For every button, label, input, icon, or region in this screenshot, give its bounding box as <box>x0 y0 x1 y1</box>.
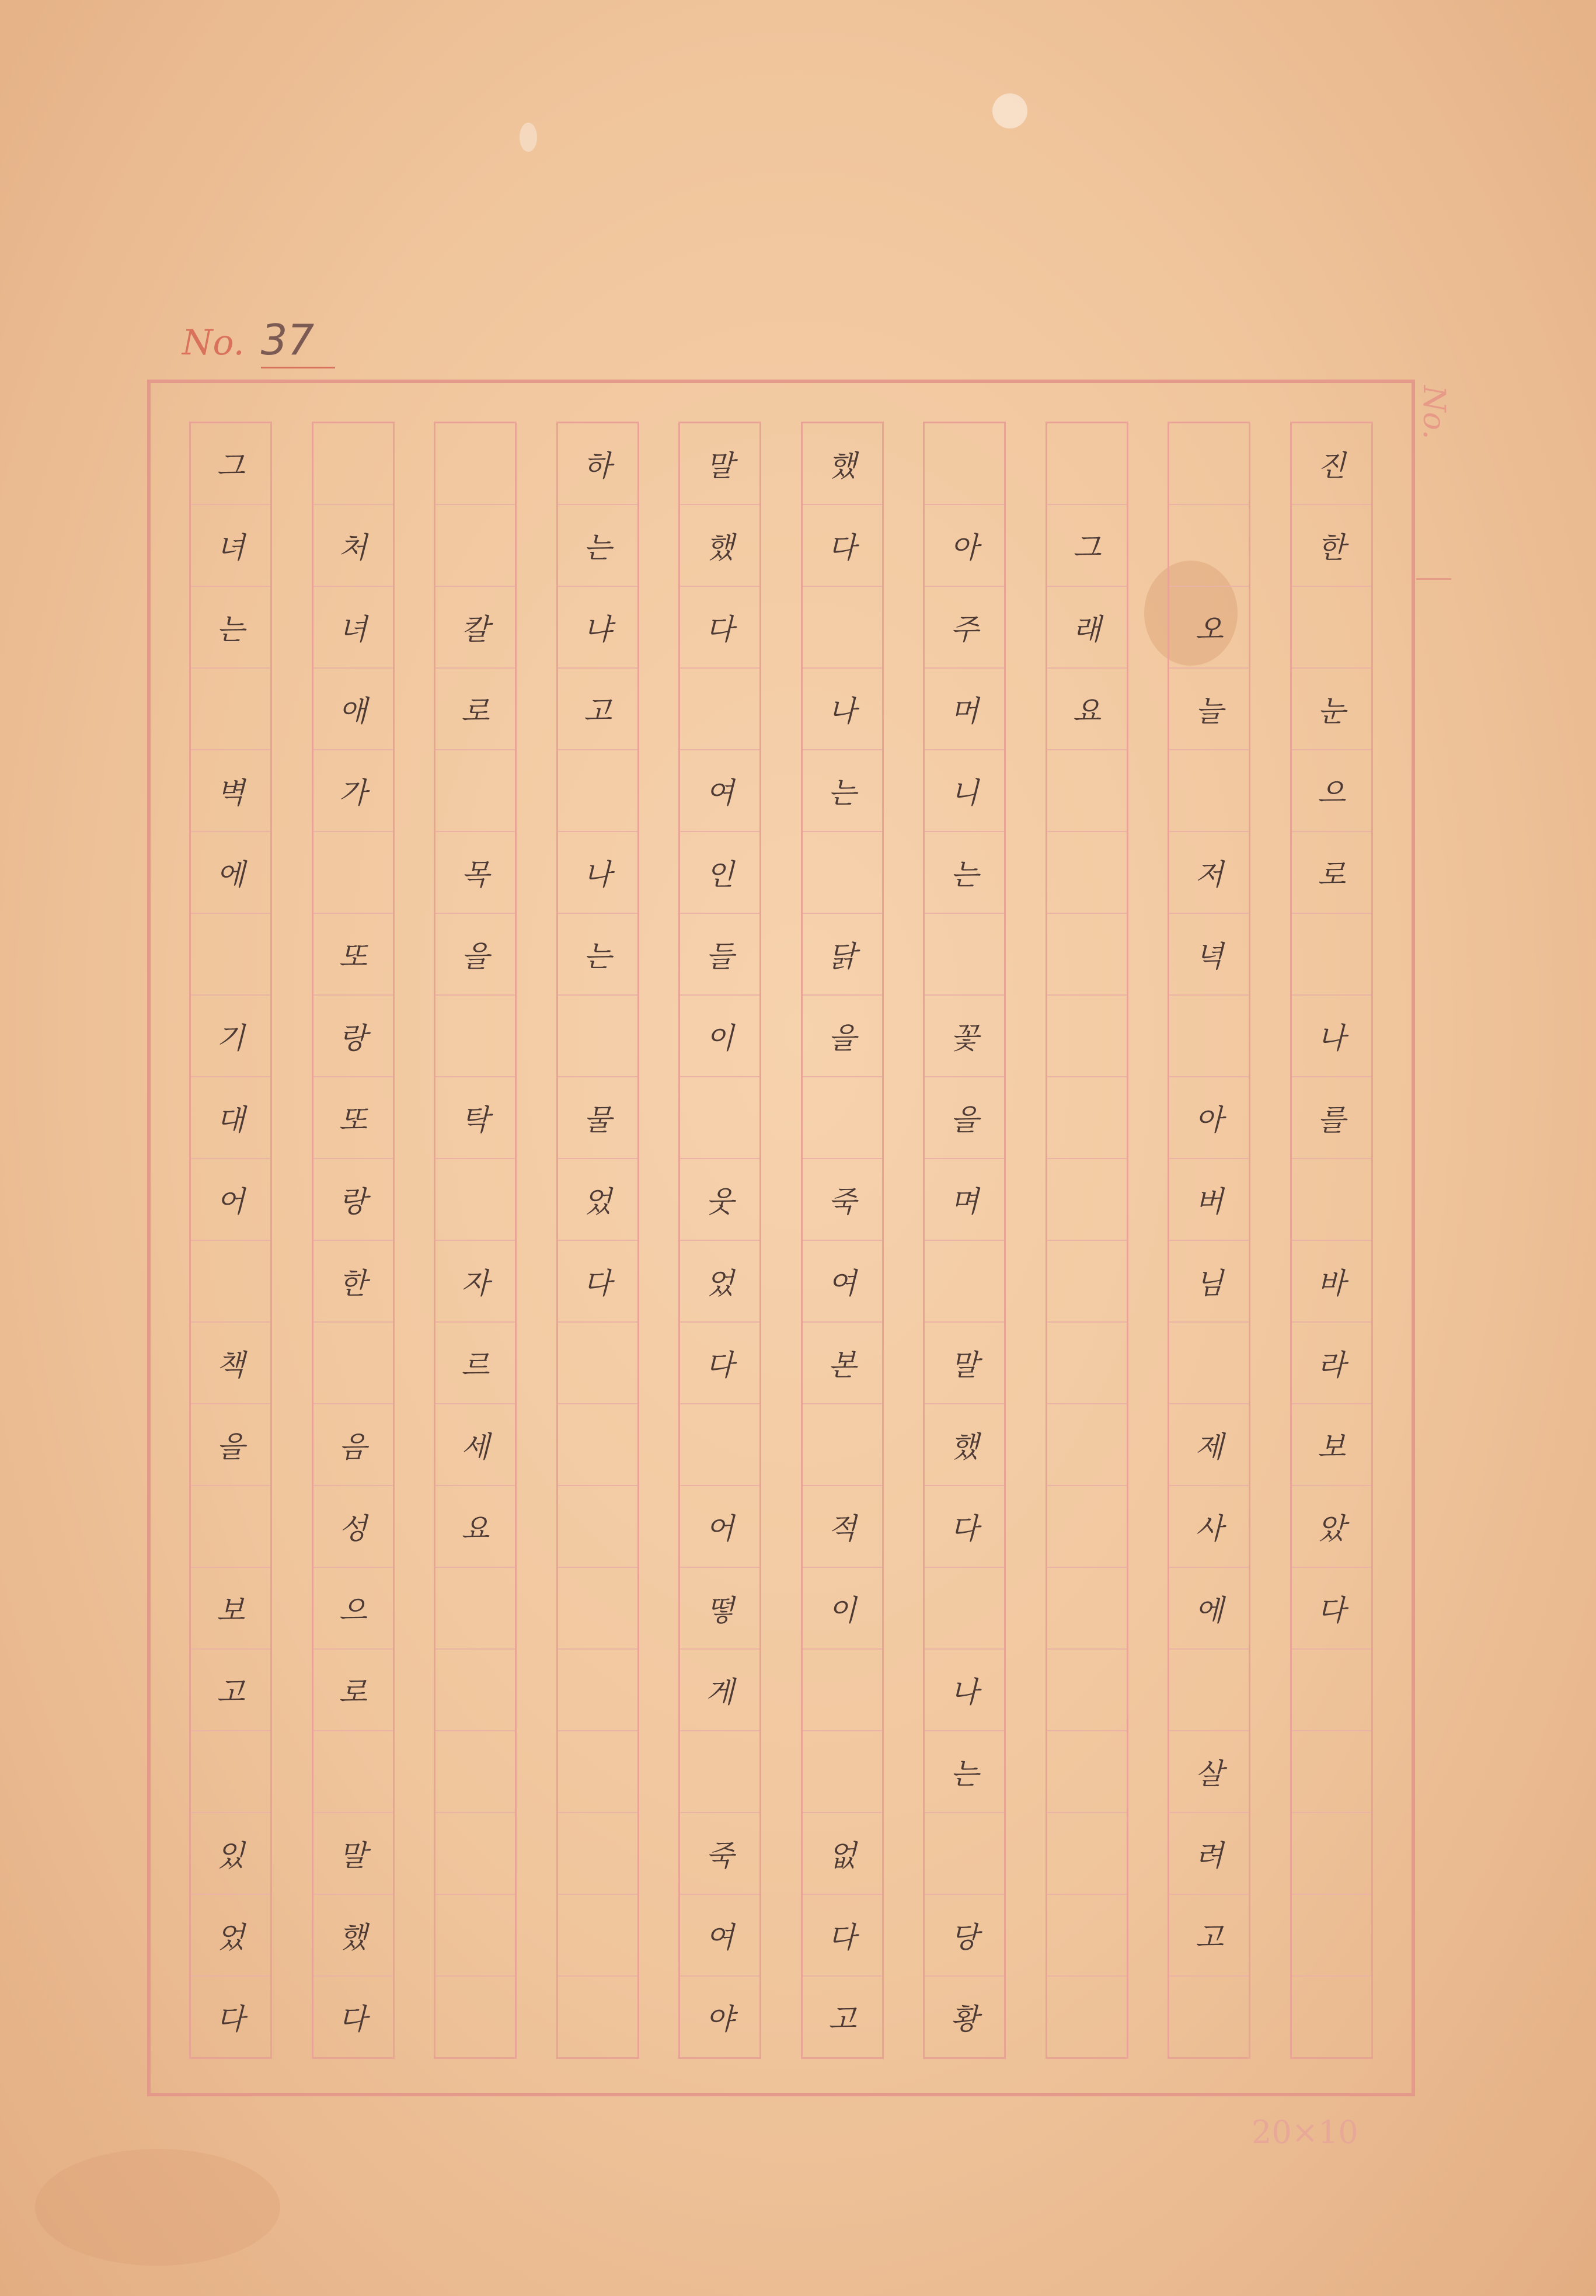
manuscript-cell <box>435 994 515 1076</box>
page-number-label: No. <box>182 322 245 363</box>
manuscript-cell: 라 <box>1292 1321 1371 1403</box>
manuscript-cell <box>1169 994 1249 1076</box>
manuscript-column <box>189 422 272 2059</box>
manuscript-cell: 랑 <box>313 994 393 1076</box>
manuscript-cell: 웃 <box>680 1158 759 1240</box>
manuscript-cell: 녁 <box>1169 913 1249 994</box>
manuscript-cell <box>1292 1894 1371 1975</box>
manuscript-cell: 또 <box>313 913 393 994</box>
manuscript-cell: 냐 <box>558 586 637 667</box>
manuscript-column <box>923 422 1006 2059</box>
manuscript-cell <box>558 1321 637 1403</box>
manuscript-cell: 본 <box>803 1321 882 1403</box>
manuscript-cell <box>1047 423 1127 504</box>
manuscript-cell: 는 <box>925 1730 1004 1812</box>
manuscript-cell: 이 <box>803 1567 882 1648</box>
manuscript-cell <box>558 1567 637 1648</box>
manuscript-cell <box>1292 1730 1371 1812</box>
manuscript-cell: 하 <box>583 449 612 483</box>
manuscript-cell: 고 <box>558 667 637 749</box>
manuscript-cell <box>680 1403 759 1485</box>
manuscript-cell: 세 <box>435 1403 515 1485</box>
manuscript-cell <box>191 667 270 749</box>
manuscript-cell: 진 <box>1317 449 1346 483</box>
manuscript-cell: 저 <box>1169 831 1249 913</box>
manuscript-column <box>1290 422 1373 2059</box>
manuscript-cell: 주 <box>925 586 1004 667</box>
manuscript-cell <box>1292 913 1371 994</box>
manuscript-cell: 로 <box>1292 831 1371 913</box>
manuscript-cell: 는 <box>558 504 637 586</box>
manuscript-cell: 가 <box>313 749 393 831</box>
right-margin-label: No. <box>1416 385 1451 580</box>
manuscript-cell: 로 <box>435 667 515 749</box>
manuscript-column <box>1046 422 1128 2059</box>
manuscript-cell: 늘 <box>1169 667 1249 749</box>
manuscript-cell: 꽃 <box>925 994 1004 1076</box>
manuscript-cell: 님 <box>1169 1240 1249 1321</box>
manuscript-cell <box>803 1730 882 1812</box>
manuscript-cell <box>558 1730 637 1812</box>
manuscript-cell: 사 <box>1169 1485 1249 1567</box>
manuscript-cell: 요 <box>1047 667 1127 749</box>
page-number <box>182 315 335 368</box>
manuscript-cell: 어 <box>680 1485 759 1567</box>
manuscript-cell <box>313 831 393 913</box>
manuscript-cell: 다 <box>803 504 882 586</box>
manuscript-cell <box>313 1321 393 1403</box>
manuscript-cell <box>803 1648 882 1730</box>
manuscript-cell: 나 <box>1292 994 1371 1076</box>
manuscript-cell: 었 <box>558 1158 637 1240</box>
manuscript-cell <box>1292 1812 1371 1894</box>
manuscript-cell: 살 <box>1169 1730 1249 1812</box>
manuscript-cell: 물 <box>558 1076 637 1158</box>
manuscript-cell <box>1047 913 1127 994</box>
manuscript-cell: 애 <box>313 667 393 749</box>
manuscript-cell <box>1169 504 1249 586</box>
manuscript-cell: 었 <box>191 1894 270 1975</box>
manuscript-cell: 다 <box>925 1485 1004 1567</box>
manuscript-cell: 는 <box>558 913 637 994</box>
manuscript-cell <box>435 1158 515 1240</box>
paper-stain <box>992 93 1027 128</box>
manuscript-cell: 눈 <box>1292 667 1371 749</box>
manuscript-cell <box>1292 586 1371 667</box>
manuscript-cell: 고 <box>1169 1894 1249 1975</box>
manuscript-cell <box>435 1730 515 1812</box>
manuscript-cell: 녀 <box>313 586 393 667</box>
manuscript-cell: 려 <box>1169 1812 1249 1894</box>
manuscript-cell: 요 <box>435 1485 515 1567</box>
manuscript-cell <box>1047 994 1127 1076</box>
manuscript-cell: 을 <box>803 994 882 1076</box>
manuscript-column <box>678 422 761 2059</box>
manuscript-cell <box>1169 1321 1249 1403</box>
manuscript-cell <box>1047 1730 1127 1812</box>
manuscript-cell: 했 <box>828 449 856 483</box>
manuscript-cell: 다 <box>680 586 759 667</box>
manuscript-cell <box>803 831 882 913</box>
manuscript-cell: 을 <box>191 1403 270 1485</box>
manuscript-cell <box>925 423 1004 504</box>
manuscript-cell: 떻 <box>680 1567 759 1648</box>
manuscript-cell: 그 <box>216 449 245 483</box>
manuscript-cell: 목 <box>435 831 515 913</box>
manuscript-cell: 죽 <box>680 1812 759 1894</box>
manuscript-cell <box>1047 1567 1127 1648</box>
manuscript-cell: 적 <box>803 1485 882 1567</box>
manuscript-cell <box>680 1076 759 1158</box>
manuscript-cell: 그 <box>1047 504 1127 586</box>
manuscript-grid <box>147 380 1415 2096</box>
manuscript-cell: 책 <box>191 1321 270 1403</box>
manuscript-cell <box>1292 1648 1371 1730</box>
manuscript-cell <box>803 586 882 667</box>
manuscript-cell: 벽 <box>191 749 270 831</box>
grid-size-label: 20×10 <box>1252 2114 1358 2151</box>
manuscript-cell: 에 <box>1169 1567 1249 1648</box>
manuscript-cell <box>313 1730 393 1812</box>
manuscript-cell <box>191 1240 270 1321</box>
manuscript-cell: 랑 <box>313 1158 393 1240</box>
manuscript-cell <box>1169 1648 1249 1730</box>
manuscript-cell <box>1169 1975 1249 2057</box>
manuscript-cell <box>1047 1812 1127 1894</box>
manuscript-cell: 여 <box>803 1240 882 1321</box>
manuscript-cell: 당 <box>925 1894 1004 1975</box>
manuscript-cell: 에 <box>191 831 270 913</box>
manuscript-cell: 야 <box>680 1975 759 2057</box>
manuscript-cell <box>558 1812 637 1894</box>
manuscript-cell: 을 <box>435 913 515 994</box>
manuscript-cell <box>925 1567 1004 1648</box>
manuscript-cell: 다 <box>680 1321 759 1403</box>
manuscript-cell: 나 <box>803 667 882 749</box>
manuscript-cell: 성 <box>313 1485 393 1567</box>
manuscript-cell: 오 <box>1169 586 1249 667</box>
manuscript-cell: 인 <box>680 831 759 913</box>
manuscript-cell: 처 <box>313 504 393 586</box>
manuscript-cell <box>558 1403 637 1485</box>
manuscript-cell: 보 <box>1292 1403 1371 1485</box>
manuscript-cell <box>803 1403 882 1485</box>
manuscript-cell: 다 <box>313 1975 393 2057</box>
manuscript-cell: 했 <box>680 504 759 586</box>
manuscript-column <box>801 422 884 2059</box>
manuscript-cell <box>1047 1485 1127 1567</box>
manuscript-cell <box>435 423 515 504</box>
manuscript-cell: 했 <box>925 1403 1004 1485</box>
manuscript-cell: 아 <box>1169 1076 1249 1158</box>
manuscript-cell: 보 <box>191 1567 270 1648</box>
manuscript-cell: 다 <box>803 1894 882 1975</box>
manuscript-cell <box>435 1648 515 1730</box>
manuscript-cell: 여 <box>680 1894 759 1975</box>
manuscript-cell: 칼 <box>435 586 515 667</box>
manuscript-cell <box>558 749 637 831</box>
manuscript-cell: 했 <box>313 1894 393 1975</box>
manuscript-cell: 대 <box>191 1076 270 1158</box>
manuscript-cell: 한 <box>1292 504 1371 586</box>
manuscript-cell <box>925 1812 1004 1894</box>
manuscript-cell <box>435 1975 515 2057</box>
manuscript-cell: 를 <box>1292 1076 1371 1158</box>
manuscript-cell <box>1169 423 1249 504</box>
manuscript-cell: 로 <box>313 1648 393 1730</box>
manuscript-cell <box>925 913 1004 994</box>
manuscript-cell <box>1292 1975 1371 2057</box>
manuscript-cell: 으 <box>313 1567 393 1648</box>
manuscript-cell <box>558 1894 637 1975</box>
manuscript-cell: 을 <box>925 1076 1004 1158</box>
manuscript-cell: 있 <box>191 1812 270 1894</box>
manuscript-cell <box>1047 1240 1127 1321</box>
manuscript-cell: 기 <box>191 994 270 1076</box>
manuscript-cell: 들 <box>680 913 759 994</box>
manuscript-cell <box>191 1485 270 1567</box>
manuscript-cell <box>435 504 515 586</box>
manuscript-cell: 닭 <box>803 913 882 994</box>
manuscript-cell <box>435 749 515 831</box>
manuscript-cell: 는 <box>803 749 882 831</box>
manuscript-cell: 다 <box>1292 1567 1371 1648</box>
manuscript-cell: 이 <box>680 994 759 1076</box>
manuscript-cell: 았 <box>1292 1485 1371 1567</box>
manuscript-cell: 자 <box>435 1240 515 1321</box>
page-number-value: 37 <box>261 315 336 368</box>
manuscript-cell <box>1047 1648 1127 1730</box>
manuscript-cell <box>1047 1076 1127 1158</box>
paper-stain <box>35 2149 280 2266</box>
manuscript-cell: 녀 <box>191 504 270 586</box>
manuscript-cell: 버 <box>1169 1158 1249 1240</box>
manuscript-column <box>556 422 639 2059</box>
manuscript-column <box>1168 422 1250 2059</box>
manuscript-cell <box>1047 1975 1127 2057</box>
manuscript-cell <box>1047 1321 1127 1403</box>
manuscript-cell <box>191 913 270 994</box>
manuscript-cell <box>1292 1158 1371 1240</box>
manuscript-cell: 었 <box>680 1240 759 1321</box>
manuscript-cell <box>680 667 759 749</box>
manuscript-cell: 며 <box>925 1158 1004 1240</box>
manuscript-cell <box>1047 749 1127 831</box>
manuscript-cell: 바 <box>1292 1240 1371 1321</box>
manuscript-cell: 게 <box>680 1648 759 1730</box>
manuscript-cell: 고 <box>191 1648 270 1730</box>
manuscript-cell: 죽 <box>803 1158 882 1240</box>
manuscript-column <box>312 422 395 2059</box>
manuscript-cell: 아 <box>925 504 1004 586</box>
manuscript-cell <box>1047 831 1127 913</box>
manuscript-cell: 나 <box>925 1648 1004 1730</box>
manuscript-cell: 으 <box>1292 749 1371 831</box>
manuscript-cell: 제 <box>1169 1403 1249 1485</box>
manuscript-cell <box>435 1567 515 1648</box>
manuscript-cell: 탁 <box>435 1076 515 1158</box>
manuscript-cell: 다 <box>191 1975 270 2057</box>
manuscript-cell: 는 <box>925 831 1004 913</box>
manuscript-column <box>434 422 517 2059</box>
paper-stain <box>520 123 537 152</box>
manuscript-cell <box>1169 749 1249 831</box>
manuscript-cell <box>313 423 393 504</box>
manuscript-cell: 없 <box>803 1812 882 1894</box>
manuscript-cell <box>1047 1894 1127 1975</box>
manuscript-cell <box>191 1730 270 1812</box>
manuscript-columns <box>189 422 1373 2059</box>
manuscript-cell <box>1047 1158 1127 1240</box>
manuscript-cell: 머 <box>925 667 1004 749</box>
manuscript-cell: 어 <box>191 1158 270 1240</box>
manuscript-cell <box>1047 1403 1127 1485</box>
manuscript-cell <box>680 1730 759 1812</box>
manuscript-cell: 고 <box>803 1975 882 2057</box>
manuscript-cell: 는 <box>191 586 270 667</box>
manuscript-cell <box>803 1076 882 1158</box>
manuscript-cell <box>558 1485 637 1567</box>
manuscript-cell <box>558 994 637 1076</box>
manuscript-cell: 나 <box>558 831 637 913</box>
manuscript-cell: 한 <box>313 1240 393 1321</box>
manuscript-cell: 르 <box>435 1321 515 1403</box>
manuscript-cell: 말 <box>925 1321 1004 1403</box>
manuscript-cell <box>435 1894 515 1975</box>
manuscript-cell <box>558 1975 637 2057</box>
manuscript-cell: 음 <box>313 1403 393 1485</box>
manuscript-cell: 니 <box>925 749 1004 831</box>
manuscript-cell <box>435 1812 515 1894</box>
manuscript-cell: 황 <box>925 1975 1004 2057</box>
manuscript-cell: 래 <box>1047 586 1127 667</box>
manuscript-cell: 또 <box>313 1076 393 1158</box>
manuscript-cell: 말 <box>313 1812 393 1894</box>
manuscript-cell: 말 <box>706 449 734 483</box>
manuscript-cell: 여 <box>680 749 759 831</box>
manuscript-cell: 다 <box>558 1240 637 1321</box>
manuscript-cell <box>558 1648 637 1730</box>
manuscript-cell <box>925 1240 1004 1321</box>
